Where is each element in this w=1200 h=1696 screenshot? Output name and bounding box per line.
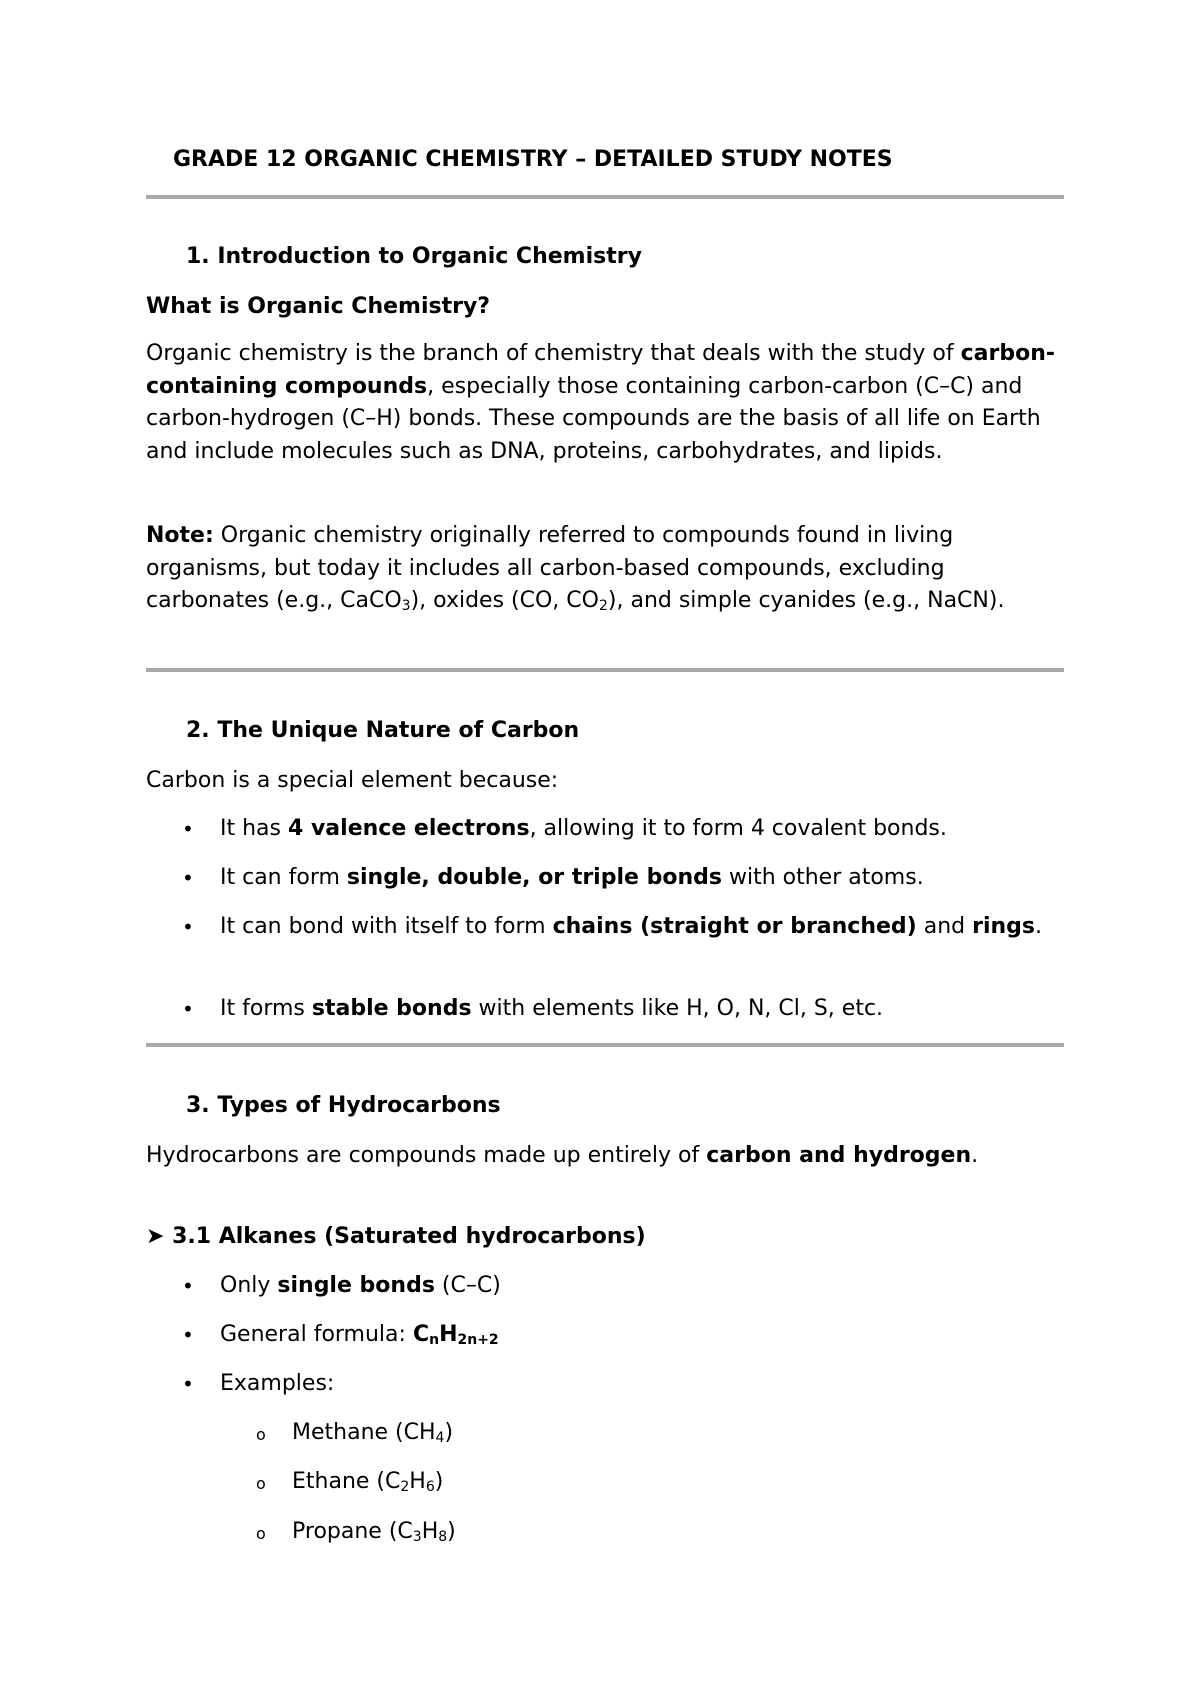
bullet-icon: • [182,866,194,890]
list-item: • Examples: [182,1368,1064,1401]
section-1-note: Note: Organic chemistry originally referred to compounds found in living organisms, but today it includes all carbon-based compounds, excluding carbonates (e.g., CaCO$_3$), oxides (CO, $CO_2$), and simple cyanides (e.g., NaCN). [146,523,1005,614]
list-item: • It can bond with itself to form chains (straight or branched) and rings. [182,911,1064,944]
example-item: o Ethane $(C_2H_6)$ [256,1466,1064,1499]
section-1-paragraph: Organic chemistry is the branch of chemistry that deals with the study of carbon-containing compounds, especially those containing carbon-carbon (C–C) and carbon-hydrogen (C–H) bonds. These compounds are the basis of all life on Earth and include molecules such as DNA, proteins, carbohydrates, and lipids. [146,341,1056,464]
bullet-icon: • [182,1323,194,1347]
section-1-subheading: What is Organic Chemistry? [146,294,491,319]
divider [146,195,1064,199]
example-item: o Propane $(C_3H_8)$ [256,1516,1064,1549]
divider [146,1043,1064,1047]
bullet-icon: • [182,915,194,939]
circle-bullet-icon: o [256,1524,266,1543]
bullet-icon: • [182,997,194,1021]
section-1-heading: 1. Introduction to Organic Chemistry [186,244,642,269]
section-2-heading: 2. The Unique Nature of Carbon [186,718,580,743]
section-3-heading: 3. Types of Hydrocarbons [186,1093,501,1118]
general-formula: $C_nH_{2n+2}$ [412,1322,499,1348]
document-title: GRADE 12 ORGANIC CHEMISTRY – DETAILED STUDY NOTES [173,147,893,172]
subsection-3-1-heading: ➤ 3.1 Alkanes (Saturated hydrocarbons) [146,1224,646,1249]
bullet-icon: • [182,1274,194,1298]
list-item: • It can form single, double, or triple bonds with other atoms. [182,862,1064,895]
bullet-icon: • [182,1372,194,1396]
example-item: o Methane $(CH_4)$ [256,1417,1064,1450]
list-item: • It forms stable bonds with elements like H, O, N, Cl, S, etc. [182,993,1064,1026]
circle-bullet-icon: o [256,1425,266,1444]
bullet-icon: • [182,817,194,841]
list-item: • General formula: $C_nH_{2n+2}$ [182,1319,1064,1352]
circle-bullet-icon: o [256,1474,266,1493]
section-3-intro: Hydrocarbons are compounds made up entirely of carbon and hydrogen. [146,1143,979,1168]
list-item: • It has 4 valence electrons, allowing it to form 4 covalent bonds. [182,813,1064,846]
section-2-intro: Carbon is a special element because: [146,768,559,793]
divider [146,668,1064,672]
list-item: • Only single bonds (C–C) [182,1270,1064,1303]
